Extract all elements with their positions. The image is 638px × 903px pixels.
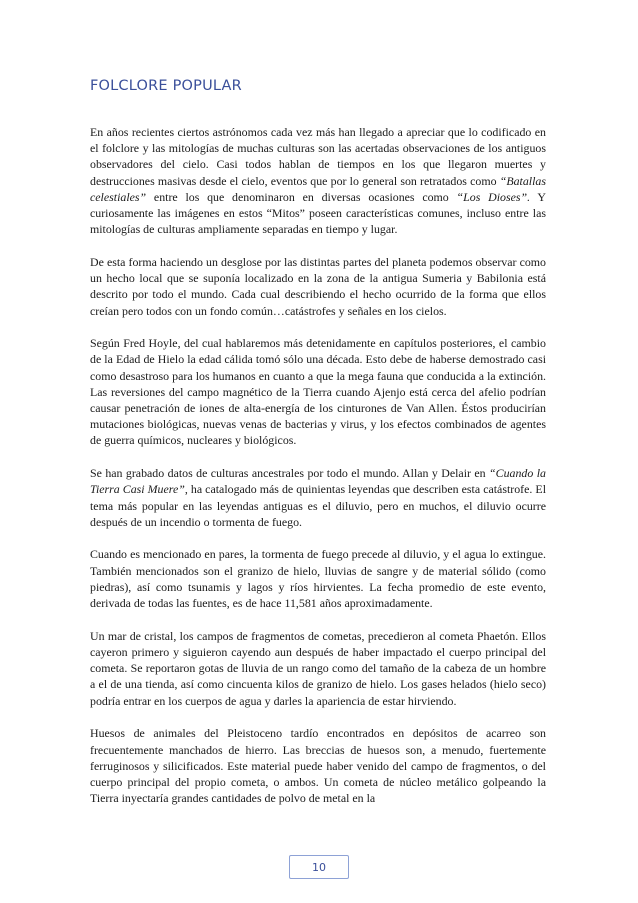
paragraph-4-text-a: Se han grabado datos de culturas ancestrales por todo el mundo. Allan y Delair en — [90, 466, 490, 481]
paragraph-1-quote-1: “Batallas celestiales” — [90, 173, 546, 204]
paragraph-1-text-b: entre los que denominaron en diversas ocasiones como — [146, 189, 457, 204]
paragraph-4 — [90, 465, 546, 530]
page-number: 10 — [289, 855, 349, 879]
paragraph-2: De esta forma haciendo un desglose por las distintas partes del planeta podemos observar como un hecho local que se suponía localizado en la zona de la antigua Sumeria y Babilonia está descrito por todo el mundo. Cada cual describiendo el hecho ocurrido de la forma que ellos creían pero todos con un fondo común…catástrofes y señales en los cielos. — [90, 254, 546, 318]
paragraph-5: Cuando es mencionado en pares, la tormenta de fuego precede al diluvio, y el agua lo extingue. También mencionados son el granizo de hielo, lluvias de sangre y de material sólido (como piedras), así como tsunamis y lagos y ríos hirvientes. La fecha promedio de este evento, derivada de todas las fuentes, es de hace 11,581 años aproximadamente. — [90, 547, 546, 611]
paragraph-4-quote-1: “Cuando la Tierra Casi Muere” — [90, 466, 546, 497]
paragraph-1-quote-2: “Los Dioses”. — [456, 189, 531, 204]
paragraph-1-text-c: Y curiosamente las imágenes en estos “Mitos” poseen características comunes, incluso entre las mitologías de culturas ampliamente separadas en tiempo y lugar. — [90, 189, 546, 237]
paragraph-1-text-a: En años recientes ciertos astrónomos cada vez más han llegado a apreciar que lo codificado en el folclore y las mitologías de muchas culturas son las acertadas observaciones de los antiguos observadores del cielo. Casi todos hablan de tiempos en los que llegaron muertes y destrucciones masivas desde el cielo, eventos que por lo general son retratados como — [90, 125, 546, 188]
paragraph-3: Según Fred Hoyle, del cual hablaremos más detenidamente en capítulos posteriores, el cambio de la Edad de Hielo la edad cálida tomó sólo una década. Esto debe de haberse demostrado casi como desastroso para los humanos en cuanto a que la mega fauna que conducida a la extinción. Las reversiones del campo magnético de la Tierra cuando Ajenjo está cerca del afelio podrían causar penetración de iones de alta-energía de los cinturones de Van Allen. Éstos producirían mutaciones biológicas, nuevas venas de bacterias y virus, y los efectos combinados de agentes de guerra químicos, nucleares y biológicos. — [90, 336, 546, 448]
section-heading: FOLCLORE POPULAR — [90, 78, 242, 94]
paragraph-4-text-b: , ha catalogado más de quinientas leyendas que describen esta catástrofe. El tema más popular en las leyendas antiguas es el diluvio, pero en muchos, el diluvio ocurre después de un incendio o tormenta de fuego. — [90, 482, 546, 529]
paragraph-1 — [90, 124, 546, 237]
paragraph-6: Un mar de cristal, los campos de fragmentos de cometas, precedieron al cometa Phaetón. Ellos cayeron primero y siguieron cayendo aun después de haber impactado el cuerpo principal del cometa. Se reportaron gotas de lluvia de un rango como del tamaño de la cabeza de un hombre a el de una tienda, así como cincuenta kilos de granizo de hielo. Los gases helados (hielo seco) podría entrar en los cuerpos de agua y darles la apariencia de estar hirviendo. — [90, 628, 546, 708]
paragraph-7: Huesos de animales del Pleistoceno tardío encontrados en depósitos de acarreo son frecuentemente manchados de hierro. Las breccias de huesos son, a menudo, fuertemente ferruginosos y silicificados. Este material puede haber venido del campo de fragmentos, o del cuerpo principal del propio cometa, o ambos. Un cometa de núcleo metálico golpeando la Tierra inyectaría grandes cantidades de polvo de metal en la — [90, 726, 546, 806]
document-body — [90, 124, 546, 823]
